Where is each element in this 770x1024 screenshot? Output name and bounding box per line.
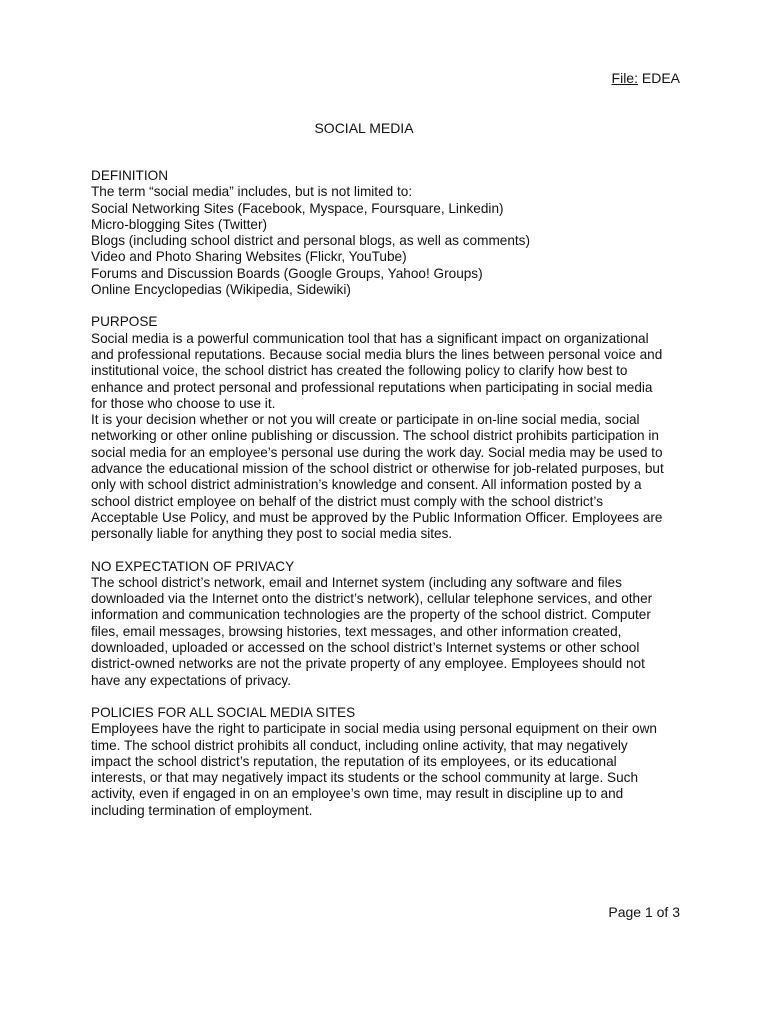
privacy-line: district-owned networks are not the private property of any employee. Employees should not [91, 656, 645, 672]
policies-line: time. The school district prohibits all conduct, including online activity, that may negatively [91, 737, 628, 753]
definition-item: Micro-blogging Sites (Twitter) [91, 216, 268, 232]
purpose-line: It is your decision whether or not you will create or participate in on-line social media, social [91, 412, 640, 428]
purpose-line: institutional voice, the school district has created the following policy to clarify how best to [91, 363, 628, 379]
policies-line: activity, even if engaged in on an employee’s own time, may result in discipline up to and [91, 786, 624, 802]
policies-section [91, 705, 691, 819]
definition-item: Forums and Discussion Boards (Google Groups, Yahoo! Groups) [91, 265, 483, 281]
purpose-section [91, 314, 691, 542]
purpose-line: Social media is a powerful communication tool that has a significant impact on organizational [91, 330, 649, 346]
policies-heading: POLICIES FOR ALL SOCIAL MEDIA SITES [91, 704, 356, 720]
privacy-line: The school district’s network, email and Internet system (including any software and files [91, 574, 622, 590]
document-body [91, 168, 691, 835]
purpose-line: only with school district administration’s knowledge and consent. All information posted by a [91, 477, 642, 493]
policies-line: interests, or that may negatively impact its students or the school community at large. Such [91, 770, 639, 786]
definition-item: Online Encyclopedias (Wikipedia, Sidewiki) [91, 282, 351, 298]
purpose-line: Acceptable Use Policy, and must be approved by the Public Information Officer. Employees are [91, 509, 663, 525]
definition-intro: The term “social media” includes, but is not limited to: [91, 184, 413, 200]
purpose-line: advance the educational mission of the school district or otherwise for job-related purposes, but [91, 461, 664, 477]
purpose-line: enhance and protect personal and professional reputations when participating in social media [91, 379, 653, 395]
purpose-line: personally liable for anything they post to social media sites. [91, 526, 453, 542]
policies-line: including termination of employment. [91, 802, 313, 818]
purpose-heading: PURPOSE [91, 314, 158, 330]
policies-line: impact the school district’s reputation, the reputation of its employees, or its educational [91, 753, 617, 769]
purpose-line: and professional reputations. Because social media blurs the lines between personal voice and [91, 346, 663, 362]
definition-item: Social Networking Sites (Facebook, Myspace, Foursquare, Linkedin) [91, 200, 504, 216]
page-number: Page 1 of 3 [608, 904, 680, 920]
privacy-line: information and communication technologies are the property of the school district. Computer [91, 607, 651, 623]
privacy-line: downloaded via the Internet onto the district’s network), cellular telephone services, and other [91, 591, 653, 607]
definition-section [91, 168, 691, 298]
definition-heading: DEFINITION [91, 168, 169, 183]
privacy-line: downloaded, uploaded or accessed on the school district’s Internet systems or other school [91, 640, 640, 656]
file-label: File: [611, 70, 638, 86]
privacy-section [91, 559, 691, 689]
definition-item: Blogs (including school district and personal blogs, as well as comments) [91, 233, 530, 249]
privacy-line: files, email messages, browsing histories, text messages, and other information created, [91, 623, 622, 639]
document-title: SOCIAL MEDIA [314, 120, 414, 136]
policies-line: Employees have the right to participate in social media using personal equipment on their own [91, 721, 657, 737]
file-reference [612, 70, 680, 87]
file-code: EDEA [641, 70, 680, 86]
purpose-line: social media for an employee’s personal use during the work day. Social media may be used to [91, 444, 663, 460]
purpose-line: networking or other online publishing or discussion. The school district prohibits participation in [91, 428, 659, 444]
purpose-line: school district employee on behalf of the district must comply with the school district’s [91, 493, 604, 509]
purpose-line: for those who choose to use it. [91, 395, 276, 411]
definition-item: Video and Photo Sharing Websites (Flickr, YouTube) [91, 249, 407, 265]
privacy-heading: NO EXPECTATION OF PRIVACY [91, 558, 295, 574]
privacy-line: have any expectations of privacy. [91, 672, 291, 688]
